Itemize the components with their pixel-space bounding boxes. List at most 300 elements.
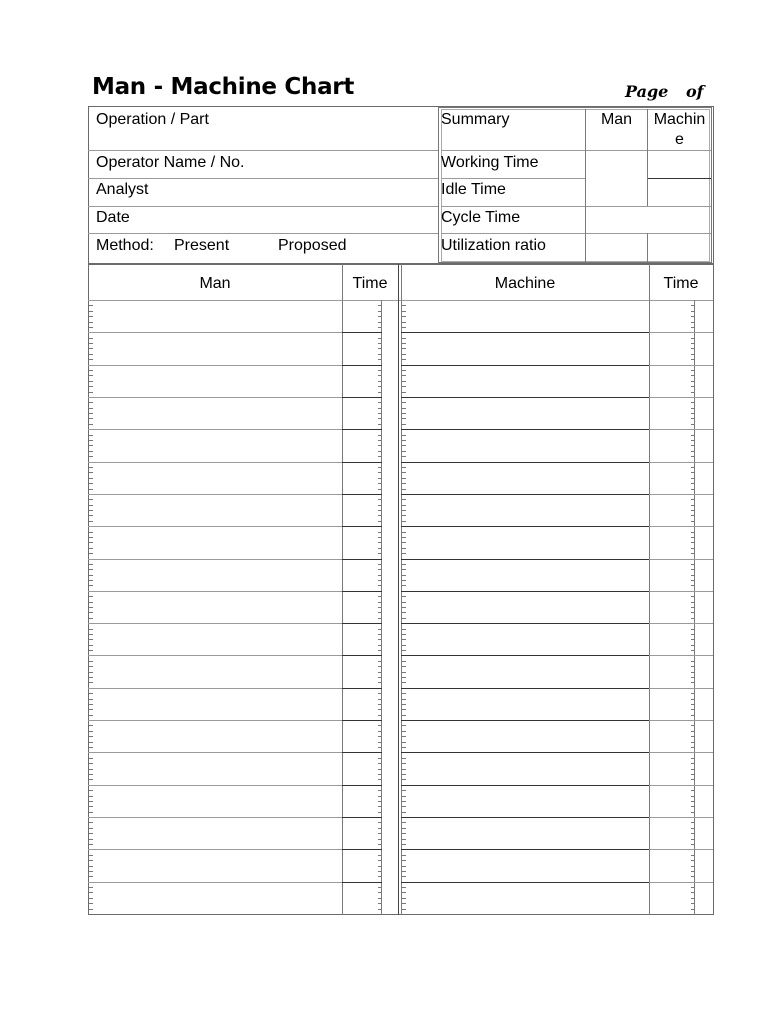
man-row-line bbox=[88, 332, 342, 333]
scale-tick bbox=[378, 898, 381, 899]
scale-tick bbox=[378, 704, 381, 705]
scale-tick bbox=[691, 839, 694, 840]
scale-tick bbox=[402, 575, 406, 576]
scale-tick bbox=[691, 596, 694, 597]
scale-tick bbox=[89, 742, 93, 743]
scale-tick bbox=[691, 602, 694, 603]
scale-tick bbox=[89, 634, 93, 635]
machine-time-row-line bbox=[649, 752, 713, 753]
scale-tick bbox=[89, 758, 93, 759]
summary-machine-header-wrap: e bbox=[675, 131, 684, 148]
scale-tick bbox=[691, 650, 694, 651]
summary-machine-header: Machin bbox=[653, 111, 706, 128]
header-divider bbox=[88, 206, 438, 207]
scale-tick bbox=[378, 634, 381, 635]
scale-tick bbox=[378, 510, 381, 511]
scale-tick bbox=[378, 839, 381, 840]
scale-tick bbox=[378, 537, 381, 538]
scale-tick bbox=[402, 548, 406, 549]
machine-time-row-line bbox=[649, 365, 713, 366]
machine-time-row-line bbox=[649, 397, 713, 398]
scale-tick bbox=[378, 876, 381, 877]
scale-tick bbox=[402, 731, 406, 732]
scale-tick bbox=[691, 467, 694, 468]
operator-label: Operator Name / No. bbox=[96, 154, 245, 171]
man-row-line bbox=[88, 720, 342, 721]
scale-tick bbox=[691, 774, 694, 775]
scale-tick bbox=[89, 892, 93, 893]
scale-tick bbox=[89, 343, 93, 344]
scale-tick bbox=[402, 909, 406, 910]
machine-time-row-line bbox=[649, 559, 713, 560]
man-time-row-line bbox=[342, 526, 382, 527]
scale-tick bbox=[89, 747, 93, 748]
man-time-row-line bbox=[342, 688, 382, 689]
scale-tick bbox=[378, 715, 381, 716]
scale-tick bbox=[89, 386, 93, 387]
scale-tick bbox=[89, 876, 93, 877]
scale-tick bbox=[402, 569, 406, 570]
man-time-row-line bbox=[342, 462, 382, 463]
scale-tick bbox=[402, 699, 406, 700]
scale-tick bbox=[691, 370, 694, 371]
scale-tick bbox=[691, 736, 694, 737]
scale-tick bbox=[691, 661, 694, 662]
man-time-row-line bbox=[342, 655, 382, 656]
man-time-row-line bbox=[342, 429, 382, 430]
scale-tick bbox=[378, 779, 381, 780]
man-time-row-line bbox=[342, 559, 382, 560]
scale-tick bbox=[402, 822, 406, 823]
scale-tick bbox=[691, 855, 694, 856]
scale-tick bbox=[691, 806, 694, 807]
machine-time-row-line bbox=[649, 688, 713, 689]
machine-row-line bbox=[401, 817, 649, 818]
scale-tick bbox=[691, 618, 694, 619]
machine-row-line bbox=[401, 688, 649, 689]
scale-tick bbox=[89, 709, 93, 710]
man-time-row-line bbox=[342, 882, 382, 883]
scale-tick bbox=[691, 715, 694, 716]
scale-tick bbox=[691, 316, 694, 317]
scale-tick bbox=[691, 499, 694, 500]
scale-tick bbox=[691, 758, 694, 759]
scale-tick bbox=[89, 736, 93, 737]
scale-tick bbox=[89, 489, 93, 490]
scale-tick bbox=[89, 693, 93, 694]
scale-tick bbox=[402, 887, 406, 888]
scale-tick bbox=[378, 348, 381, 349]
scale-tick bbox=[89, 483, 93, 484]
scale-tick bbox=[402, 542, 406, 543]
scale-tick bbox=[402, 672, 406, 673]
scale-tick bbox=[402, 564, 406, 565]
scale-tick bbox=[89, 607, 93, 608]
scale-tick bbox=[89, 645, 93, 646]
machine-row-line bbox=[401, 332, 649, 333]
scale-tick bbox=[378, 381, 381, 382]
scale-tick bbox=[378, 402, 381, 403]
scale-tick bbox=[378, 903, 381, 904]
scale-tick bbox=[402, 585, 406, 586]
scale-tick bbox=[691, 515, 694, 516]
scale-tick bbox=[402, 553, 406, 554]
scale-tick bbox=[691, 909, 694, 910]
scale-tick bbox=[378, 650, 381, 651]
scale-tick bbox=[402, 305, 406, 306]
scale-tick bbox=[89, 672, 93, 673]
scale-tick bbox=[378, 844, 381, 845]
scale-tick bbox=[378, 602, 381, 603]
machine-time-row-line bbox=[649, 623, 713, 624]
scale-tick bbox=[402, 343, 406, 344]
scale-tick bbox=[402, 806, 406, 807]
scale-tick bbox=[691, 763, 694, 764]
scale-tick bbox=[89, 515, 93, 516]
header-divider bbox=[88, 150, 438, 151]
scale-tick bbox=[402, 418, 406, 419]
scale-tick bbox=[691, 844, 694, 845]
scale-tick bbox=[89, 305, 93, 306]
scale-tick bbox=[89, 822, 93, 823]
summary-divider bbox=[441, 178, 586, 179]
scale-tick bbox=[378, 887, 381, 888]
man-time-row-line bbox=[342, 591, 382, 592]
scale-tick bbox=[89, 532, 93, 533]
man-row-line bbox=[88, 365, 342, 366]
scale-tick bbox=[691, 677, 694, 678]
scale-tick bbox=[89, 580, 93, 581]
scale-tick bbox=[402, 704, 406, 705]
scale-tick bbox=[89, 548, 93, 549]
scale-tick bbox=[402, 715, 406, 716]
scale-tick bbox=[378, 338, 381, 339]
scale-tick bbox=[691, 731, 694, 732]
scale-tick bbox=[402, 709, 406, 710]
man-row-line bbox=[88, 559, 342, 560]
summary-divider bbox=[647, 178, 711, 179]
scale-tick bbox=[378, 316, 381, 317]
scale-tick bbox=[89, 370, 93, 371]
scale-tick bbox=[89, 542, 93, 543]
machine-time-row-line bbox=[649, 526, 713, 527]
scale-tick bbox=[378, 343, 381, 344]
scale-tick bbox=[89, 553, 93, 554]
scale-tick bbox=[402, 327, 406, 328]
scale-tick bbox=[89, 801, 93, 802]
scale-tick bbox=[691, 876, 694, 877]
scale-tick bbox=[378, 763, 381, 764]
scale-tick bbox=[691, 747, 694, 748]
machine-row-line bbox=[401, 655, 649, 656]
scale-tick bbox=[402, 413, 406, 414]
summary-col-divider bbox=[647, 233, 648, 262]
scale-tick bbox=[89, 311, 93, 312]
scale-tick bbox=[691, 435, 694, 436]
scale-tick bbox=[402, 316, 406, 317]
machine-time-row-line bbox=[649, 429, 713, 430]
machine-row-line bbox=[401, 462, 649, 463]
scale-tick bbox=[402, 402, 406, 403]
scale-tick bbox=[402, 736, 406, 737]
scale-tick bbox=[378, 892, 381, 893]
scale-tick bbox=[691, 903, 694, 904]
scale-tick bbox=[402, 666, 406, 667]
summary-row-label: Cycle Time bbox=[441, 209, 521, 226]
scale-tick bbox=[691, 742, 694, 743]
scale-tick bbox=[89, 903, 93, 904]
scale-tick bbox=[89, 413, 93, 414]
scale-tick bbox=[89, 467, 93, 468]
scale-tick bbox=[378, 645, 381, 646]
scale-tick bbox=[89, 359, 93, 360]
scale-tick bbox=[691, 505, 694, 506]
summary-row-label: Utilization ratio bbox=[441, 237, 546, 254]
scale-tick bbox=[691, 327, 694, 328]
scale-tick bbox=[378, 440, 381, 441]
scale-tick bbox=[402, 871, 406, 872]
scale-tick bbox=[89, 774, 93, 775]
scale-tick bbox=[691, 629, 694, 630]
man-row-line bbox=[88, 655, 342, 656]
scale-tick bbox=[89, 424, 93, 425]
scale-tick bbox=[691, 898, 694, 899]
scale-tick bbox=[402, 661, 406, 662]
scale-tick bbox=[691, 451, 694, 452]
man-time-row-line bbox=[342, 849, 382, 850]
scale-tick bbox=[89, 812, 93, 813]
scale-tick bbox=[691, 456, 694, 457]
scale-tick bbox=[89, 806, 93, 807]
scale-tick bbox=[691, 887, 694, 888]
machine-row-line bbox=[401, 752, 649, 753]
scale-tick bbox=[89, 408, 93, 409]
scale-tick bbox=[378, 548, 381, 549]
scale-tick bbox=[89, 392, 93, 393]
scale-tick bbox=[378, 866, 381, 867]
scale-tick bbox=[691, 725, 694, 726]
scale-tick bbox=[402, 445, 406, 446]
man-row-line bbox=[88, 462, 342, 463]
summary-man-header: Man bbox=[600, 111, 633, 128]
scale-tick bbox=[89, 796, 93, 797]
scale-tick bbox=[89, 618, 93, 619]
scale-tick bbox=[691, 634, 694, 635]
scale-tick bbox=[378, 327, 381, 328]
man-row-line bbox=[88, 688, 342, 689]
scale-tick bbox=[402, 359, 406, 360]
scale-tick bbox=[378, 774, 381, 775]
scale-tick bbox=[89, 596, 93, 597]
man-row-line bbox=[88, 882, 342, 883]
machine-row-line bbox=[401, 365, 649, 366]
scale-tick bbox=[89, 677, 93, 678]
scale-tick bbox=[691, 693, 694, 694]
scale-tick bbox=[378, 564, 381, 565]
scale-tick bbox=[89, 763, 93, 764]
scale-tick bbox=[402, 510, 406, 511]
scale-tick bbox=[378, 585, 381, 586]
man-time-row-line bbox=[342, 494, 382, 495]
scale-tick bbox=[378, 532, 381, 533]
scale-tick bbox=[378, 483, 381, 484]
scale-tick bbox=[89, 639, 93, 640]
scale-tick bbox=[402, 629, 406, 630]
scale-tick bbox=[378, 305, 381, 306]
time-subdivider bbox=[381, 300, 382, 915]
scale-tick bbox=[89, 629, 93, 630]
scale-tick bbox=[378, 472, 381, 473]
scale-tick bbox=[378, 828, 381, 829]
scale-tick bbox=[378, 612, 381, 613]
scale-tick bbox=[89, 348, 93, 349]
scale-tick bbox=[89, 887, 93, 888]
scale-tick bbox=[378, 418, 381, 419]
scale-tick bbox=[402, 381, 406, 382]
scale-tick bbox=[402, 839, 406, 840]
machine-row-line bbox=[401, 720, 649, 721]
scale-tick bbox=[402, 515, 406, 516]
scale-tick bbox=[89, 327, 93, 328]
scale-tick bbox=[691, 445, 694, 446]
scale-tick bbox=[89, 575, 93, 576]
scale-tick bbox=[378, 742, 381, 743]
scale-tick bbox=[402, 758, 406, 759]
scale-tick bbox=[691, 790, 694, 791]
scale-tick bbox=[89, 731, 93, 732]
column-divider bbox=[398, 264, 399, 915]
scale-tick bbox=[402, 693, 406, 694]
man-time-row-line bbox=[342, 365, 382, 366]
scale-tick bbox=[378, 833, 381, 834]
scale-tick bbox=[89, 418, 93, 419]
scale-tick bbox=[402, 618, 406, 619]
scale-tick bbox=[691, 386, 694, 387]
machine-row-line bbox=[401, 429, 649, 430]
scale-tick bbox=[378, 769, 381, 770]
scale-tick bbox=[378, 413, 381, 414]
scale-tick bbox=[691, 392, 694, 393]
scale-tick bbox=[402, 898, 406, 899]
scale-tick bbox=[378, 672, 381, 673]
machine-time-row-line bbox=[649, 332, 713, 333]
scale-tick bbox=[378, 618, 381, 619]
scale-tick bbox=[89, 472, 93, 473]
scale-tick bbox=[89, 602, 93, 603]
scale-tick bbox=[402, 903, 406, 904]
scale-tick bbox=[691, 607, 694, 608]
summary-row-label: Working Time bbox=[441, 154, 539, 171]
scale-tick bbox=[89, 779, 93, 780]
scale-tick bbox=[402, 348, 406, 349]
scale-tick bbox=[378, 639, 381, 640]
machine-time-row-line bbox=[649, 849, 713, 850]
man-time-row-line bbox=[342, 397, 382, 398]
scale-tick bbox=[89, 445, 93, 446]
of-label: of bbox=[686, 82, 704, 101]
scale-tick bbox=[402, 602, 406, 603]
scale-tick bbox=[378, 822, 381, 823]
scale-tick bbox=[89, 322, 93, 323]
scale-tick bbox=[378, 709, 381, 710]
scale-tick bbox=[89, 769, 93, 770]
scale-tick bbox=[378, 553, 381, 554]
scale-tick bbox=[691, 381, 694, 382]
scale-tick bbox=[402, 774, 406, 775]
scale-tick bbox=[691, 822, 694, 823]
scale-tick bbox=[691, 483, 694, 484]
scale-tick bbox=[691, 408, 694, 409]
scale-tick bbox=[378, 359, 381, 360]
man-row-line bbox=[88, 752, 342, 753]
summary-row-label: Idle Time bbox=[441, 181, 506, 198]
scale-tick bbox=[402, 639, 406, 640]
scale-tick bbox=[402, 747, 406, 748]
scale-tick bbox=[691, 537, 694, 538]
scale-tick bbox=[691, 585, 694, 586]
scale-tick bbox=[89, 866, 93, 867]
scale-tick bbox=[691, 796, 694, 797]
scale-tick bbox=[402, 742, 406, 743]
man-row-line bbox=[88, 817, 342, 818]
man-time-row-line bbox=[342, 752, 382, 753]
scale-tick bbox=[378, 693, 381, 694]
operation-part-label: Operation / Part bbox=[96, 111, 209, 128]
scale-tick bbox=[691, 311, 694, 312]
scale-tick bbox=[402, 521, 406, 522]
scale-tick bbox=[378, 478, 381, 479]
scale-tick bbox=[402, 456, 406, 457]
scale-tick bbox=[378, 575, 381, 576]
machine-time-row-line bbox=[649, 817, 713, 818]
scale-tick bbox=[691, 569, 694, 570]
scale-tick bbox=[378, 322, 381, 323]
scale-tick bbox=[402, 844, 406, 845]
scale-tick bbox=[378, 801, 381, 802]
scale-tick bbox=[402, 311, 406, 312]
scale-tick bbox=[89, 898, 93, 899]
scale-tick bbox=[89, 440, 93, 441]
man-time-row-line bbox=[342, 817, 382, 818]
scale-tick bbox=[89, 569, 93, 570]
man-row-line bbox=[88, 785, 342, 786]
machine-time-row-line bbox=[649, 720, 713, 721]
scale-tick bbox=[378, 445, 381, 446]
scale-tick bbox=[89, 521, 93, 522]
scale-tick bbox=[378, 806, 381, 807]
scale-tick bbox=[402, 532, 406, 533]
scale-tick bbox=[402, 650, 406, 651]
scale-tick bbox=[89, 354, 93, 355]
man-time-column-header: Time bbox=[352, 275, 388, 292]
scale-tick bbox=[378, 871, 381, 872]
scale-tick bbox=[691, 354, 694, 355]
scale-tick bbox=[402, 392, 406, 393]
scale-tick bbox=[402, 451, 406, 452]
scale-tick bbox=[402, 505, 406, 506]
scale-tick bbox=[691, 580, 694, 581]
scale-tick bbox=[402, 472, 406, 473]
scale-tick bbox=[378, 758, 381, 759]
scale-tick bbox=[691, 542, 694, 543]
scale-tick bbox=[378, 860, 381, 861]
scale-tick bbox=[691, 666, 694, 667]
summary-col-divider bbox=[585, 109, 586, 262]
scale-tick bbox=[89, 375, 93, 376]
scale-tick bbox=[89, 612, 93, 613]
scale-tick bbox=[89, 435, 93, 436]
machine-time-row-line bbox=[649, 785, 713, 786]
